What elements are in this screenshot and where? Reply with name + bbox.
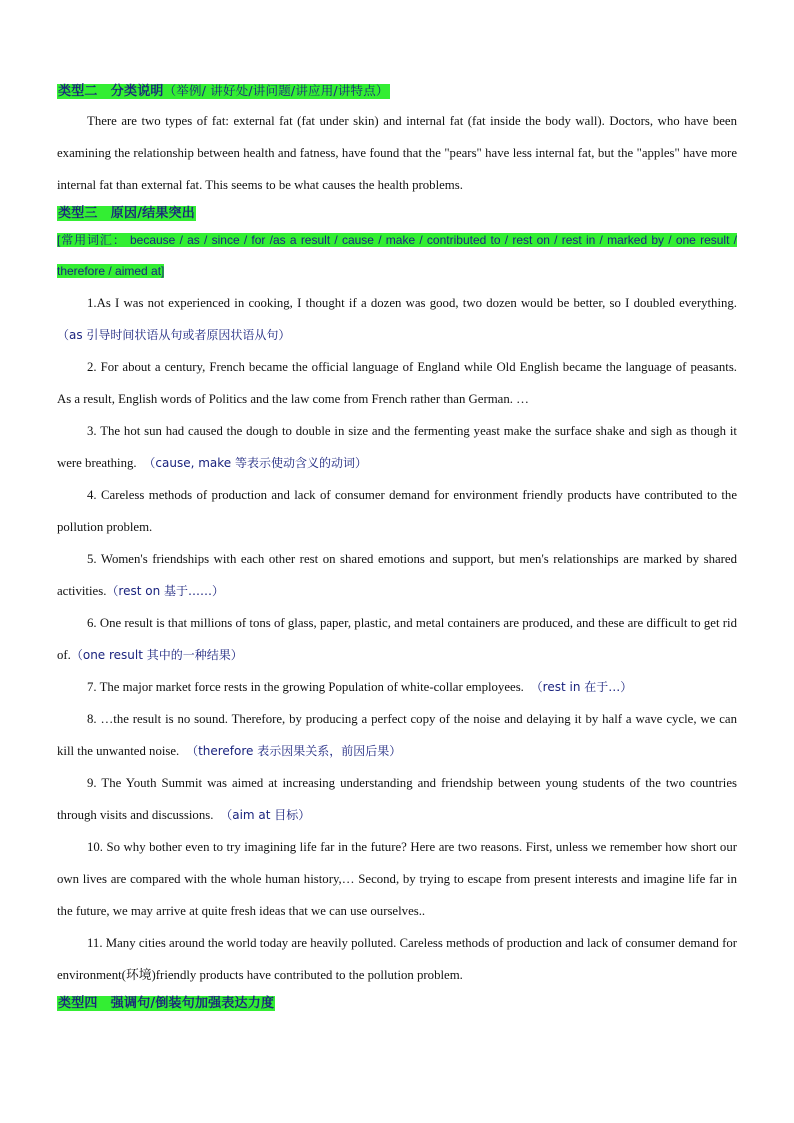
example-text: 2. For about a century, French became the official language of England while Old English became the language of peasants. As a result, English words of Politics and the law come from French rather than German. … xyxy=(57,360,737,406)
section-3-heading xyxy=(57,203,737,225)
example-text: 1.As I was not experienced in cooking, I thought if a dozen was good, two dozen would be better, so I doubled everything. xyxy=(87,296,737,310)
list-item xyxy=(57,543,737,607)
example-note: （rest in 在于…） xyxy=(536,680,633,694)
section-2-subtitle: （举例/ 讲好处/讲问题/讲应用/讲特点） xyxy=(163,83,389,98)
list-item xyxy=(57,287,737,351)
example-text: 4. Careless methods of production and lack of consumer demand for environment friendly products have contributed to the pollution problem. xyxy=(57,488,737,534)
example-note: （as 引导时间状语从句或者原因状语从句） xyxy=(57,328,291,342)
example-text: 9. The Youth Summit was aimed at increasing understanding and friendship between young students of the two countries through visits and discussions. xyxy=(57,776,737,822)
example-text: 6. One result is that millions of tons of glass, paper, plastic, and metal containers are produced, and these are difficult to get rid of. xyxy=(57,616,737,662)
example-text: 5. Women's friendships with each other rest on shared emotions and support, but men's relationships are marked by shared activities. xyxy=(57,552,737,598)
example-note: （rest on 基于……） xyxy=(106,584,224,598)
section-2-title: 类型二 分类说明 xyxy=(58,84,164,99)
example-text: 10. So why bother even to try imagining life far in the future? Here are two reasons. First, unless we remember how short our own lives are compared with the whole human history,… Second, by trying to escape from present interests and imagine life far in the future, we may arrive at quite fresh ideas that we can use ourselves.. xyxy=(57,840,737,918)
list-item xyxy=(57,703,737,767)
section-4-title: 类型四 强调句/倒装句加强表达力度 xyxy=(58,996,275,1011)
example-note: （one result 其中的一种结果） xyxy=(70,648,243,662)
example-note: （cause, make 等表示使动含义的动词） xyxy=(149,456,367,470)
vocabulary-box xyxy=(57,225,737,287)
example-text: 3. The hot sun had caused the dough to double in size and the fermenting yeast make the surface shake and sigh as though it were breathing. xyxy=(57,424,737,470)
section-2-heading xyxy=(57,80,737,103)
list-item xyxy=(57,479,737,543)
document-page xyxy=(57,80,737,1015)
section-3-title: 类型三 原因/结果突出 xyxy=(58,206,195,221)
section-4-heading xyxy=(57,993,737,1015)
example-text: 11. Many cities around the world today are heavily polluted. Careless methods of production and lack of consumer demand for environment(环境)friendly products have contributed to the pollution problem. xyxy=(57,936,737,982)
example-note: （aim at 目标） xyxy=(226,808,311,822)
example-text: 8. …the result is no sound. Therefore, by producing a perfect copy of the noise and delaying it by half a wave cycle, we can kill the unwanted noise. xyxy=(57,712,737,758)
example-note: （therefore 表示因果关系，前因后果） xyxy=(192,744,402,758)
list-item xyxy=(57,767,737,831)
example-text: 7. The major market force rests in the growing Population of white-collar employees. xyxy=(87,680,524,694)
list-item xyxy=(57,415,737,479)
list-item xyxy=(57,671,737,703)
list-item xyxy=(57,927,737,991)
example-list xyxy=(57,287,737,991)
section-2-paragraph: There are two types of fat: external fat (fat under skin) and internal fat (fat inside the body wall). Doctors, who have been examining the relationship between health and fatness, have found that the "pears" have less internal fat, but the "apples" have more internal fat than external fat. This seems to be what causes the health problems. xyxy=(57,114,737,192)
vocabulary-text: [常用词汇： because / as / since / for /as a result / cause / make / contributed to / rest on / rest in / marked by / one result / therefore / aimed at] xyxy=(57,233,737,278)
list-item xyxy=(57,607,737,671)
list-item xyxy=(57,351,737,415)
list-item xyxy=(57,831,737,927)
